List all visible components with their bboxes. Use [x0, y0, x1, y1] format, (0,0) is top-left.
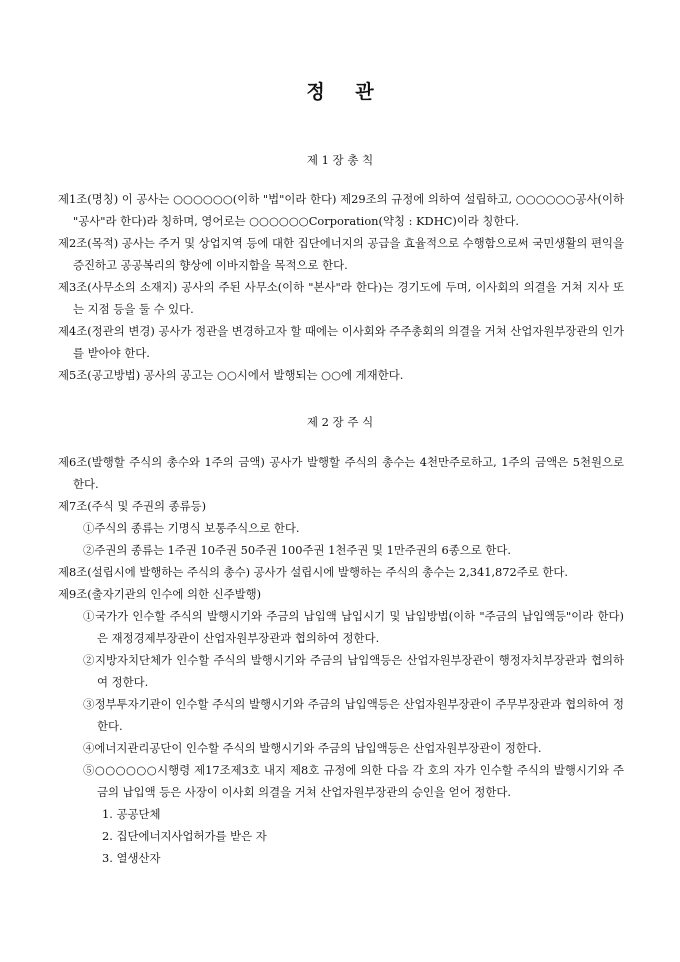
- article-9-clause-4: ④에너지관리공단이 인수할 주식의 발행시기와 주금의 납입액등은 산업자원부장관이 정한다.: [83, 741, 542, 755]
- article-1: 제1조(명칭) 이 공사는 ○○○○○○(이하 "법"이라 한다) 제29조의 규정에 의하여 설립하고, ○○○○○○공사(이하 "공사"라 한다)라 칭하며, 영어로는 ○○○○○○Corporation(약칭 : KDHC)이라 칭한다.: [58, 192, 624, 228]
- article-3: 제3조(사무소의 소재지) 공사의 주된 사무소(이하 "본사"라 한다)는 경기도에 두며, 이사회의 의결을 거쳐 지사 또는 지점 등을 둘 수 있다.: [58, 280, 624, 316]
- chapter-1-heading: 제 1 장 총 칙: [306, 153, 374, 167]
- article-4: 제4조(정관의 변경) 공사가 정관을 변경하고자 할 때에는 이사회와 주주총회의 의결을 거쳐 산업자원부장관의 인가를 받아야 한다.: [58, 324, 624, 360]
- chapter-2-body: [58, 451, 624, 869]
- article-9-heading: 제9조(출자기관의 인수에 의한 신주발행): [58, 587, 262, 601]
- article-7-heading: 제7조(주식 및 주권의 종류등): [58, 499, 207, 513]
- article-9-clause-1: ①국가가 인수할 주식의 발행시기와 주금의 납입액 납입시기 및 납입방법(이하 "주금의 납입액등"이라 한다)은 재정경제부장관이 산업자원부장관과 협의하여 정한다.: [83, 609, 624, 645]
- chapter-2-heading: 제 2 장 주 식: [306, 415, 374, 429]
- article-9-clause-3: ③정부투자기관이 인수할 주식의 발행시기와 주금의 납입액등은 산업자원부장관이 주무부장관과 협의하여 정한다.: [83, 697, 624, 733]
- article-9-item-2: 2. 집단에너지사업허가를 받은 자: [102, 829, 267, 843]
- article-9-clause-2: ②지방자치단체가 인수할 주식의 발행시기와 주금의 납입액등은 산업자원부장관이 행정자치부장관과 협의하여 정한다.: [83, 653, 624, 689]
- article-7-clause-1: ①주식의 종류는 기명식 보통주식으로 한다.: [83, 521, 300, 535]
- article-9-item-3: 3. 열생산자: [102, 851, 161, 865]
- article-5: 제5조(공고방법) 공사의 공고는 ○○시에서 발행되는 ○○에 게재한다.: [58, 368, 404, 382]
- article-8: 제8조(설립시에 발행하는 주식의 총수) 공사가 설립시에 발행하는 주식의 총수는 2,341,872주로 한다.: [58, 565, 569, 579]
- article-9-clause-5: ⑤○○○○○○시행령 제17조제3호 내지 제8호 규정에 의한 다음 각 호의 자가 인수할 주식의 발행시기와 주금의 납입액 등은 사장이 이사회 의결을 거쳐 산업자원부장관의 승인을 얻어 정한다.: [83, 763, 624, 799]
- document-title: 정 관: [306, 81, 386, 103]
- article-9-item-1: 1. 공공단체: [102, 807, 161, 821]
- article-2: 제2조(목적) 공사는 주거 및 상업지역 등에 대한 집단에너지의 공급을 효율적으로 수행함으로써 국민생활의 편익을 증진하고 공공복리의 향상에 이바지함을 목적으로 한다.: [58, 236, 624, 272]
- article-7-clause-2: ②주권의 종류는 1주권 10주권 50주권 100주권 1천주권 및 1만주권의 6종으로 한다.: [83, 543, 512, 557]
- article-6: 제6조(발행할 주식의 총수와 1주의 금액) 공사가 발행할 주식의 총수는 4천만주로하고, 1주의 금액은 5천원으로 한다.: [58, 455, 624, 491]
- chapter-1-body: [58, 188, 624, 386]
